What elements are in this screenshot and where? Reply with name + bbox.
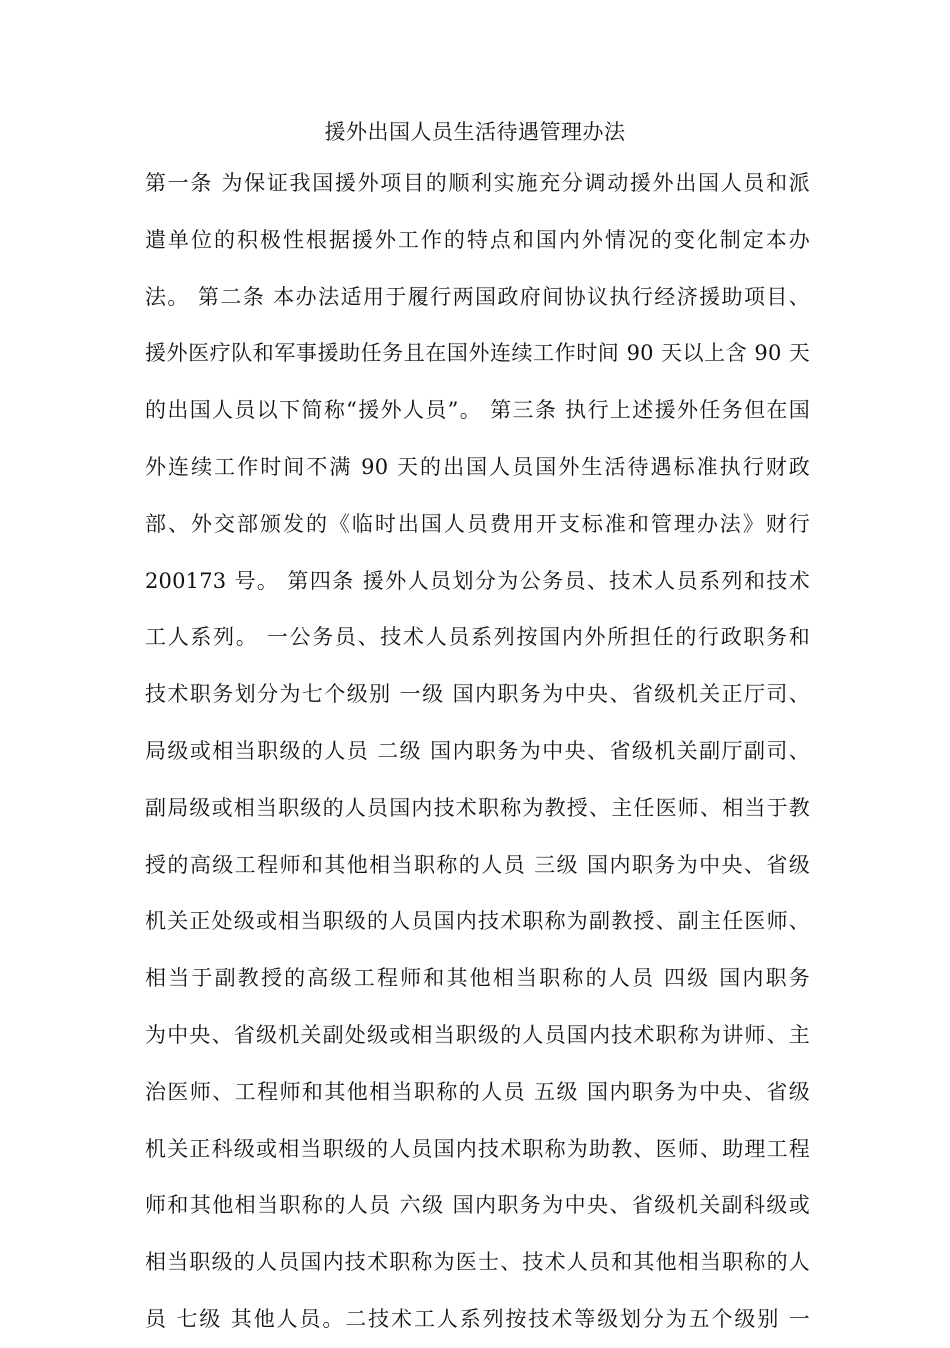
document-body bbox=[145, 155, 810, 1348]
text-line: 机关正处级或相当职级的人员国内技术职称为副教授、副主任医师、 bbox=[145, 909, 810, 934]
document-title: 援外出国人员生活待遇管理办法 bbox=[324, 120, 626, 144]
text-line: 200173 号。 第四条 援外人员划分为公务员、技术人员系列和技术 bbox=[145, 568, 810, 593]
text-line: 为中央、省级机关副处级或相当职级的人员国内技术职称为讲师、主 bbox=[145, 1022, 810, 1047]
text-line: 遣单位的积极性根据援外工作的特点和国内外情况的变化制定本办 bbox=[145, 227, 810, 252]
text-line: 局级或相当职级的人员 二级 国内职务为中央、省级机关副厅副司、 bbox=[145, 738, 810, 763]
text-line: 治医师、工程师和其他相当职称的人员 五级 国内职务为中央、省级 bbox=[145, 1079, 810, 1104]
text-line: 援外医疗队和军事援助任务且在国外连续工作时间 90 天以上含 90 天 bbox=[145, 341, 810, 366]
text-line: 外连续工作时间不满 90 天的出国人员国外生活待遇标准执行财政 bbox=[145, 454, 810, 479]
text-line: 法。 第二条 本办法适用于履行两国政府间协议执行经济援助项目、 bbox=[145, 284, 810, 309]
text-line: 授的高级工程师和其他相当职称的人员 三级 国内职务为中央、省级 bbox=[145, 852, 810, 877]
text-line: 部、外交部颁发的《临时出国人员费用开支标准和管理办法》财行 bbox=[145, 511, 810, 536]
text-line: 相当职级的人员国内技术职称为医士、技术人员和其他相当职称的人 bbox=[145, 1250, 810, 1275]
text-line: 员 七级 其他人员。二技术工人系列按技术等级划分为五个级别 一 bbox=[145, 1306, 810, 1331]
text-line: 工人系列。 一公务员、技术人员系列按国内外所担任的行政职务和 bbox=[145, 625, 810, 650]
text-line: 相当于副教授的高级工程师和其他相当职称的人员 四级 国内职务 bbox=[145, 966, 810, 991]
text-line: 第一条 为保证我国援外项目的顺利实施充分调动援外出国人员和派 bbox=[145, 171, 810, 195]
text-line: 的出国人员以下简称“援外人员”。 第三条 执行上述援外任务但在国 bbox=[145, 398, 810, 423]
text-line: 师和其他相当职称的人员 六级 国内职务为中央、省级机关副科级或 bbox=[145, 1193, 810, 1218]
text-line: 技术职务划分为七个级别 一级 国内职务为中央、省级机关正厅司、 bbox=[145, 682, 810, 707]
text-line: 副局级或相当职级的人员国内技术职称为教授、主任医师、相当于教 bbox=[145, 795, 810, 820]
text-line: 机关正科级或相当职级的人员国内技术职称为助教、医师、助理工程 bbox=[145, 1136, 810, 1161]
